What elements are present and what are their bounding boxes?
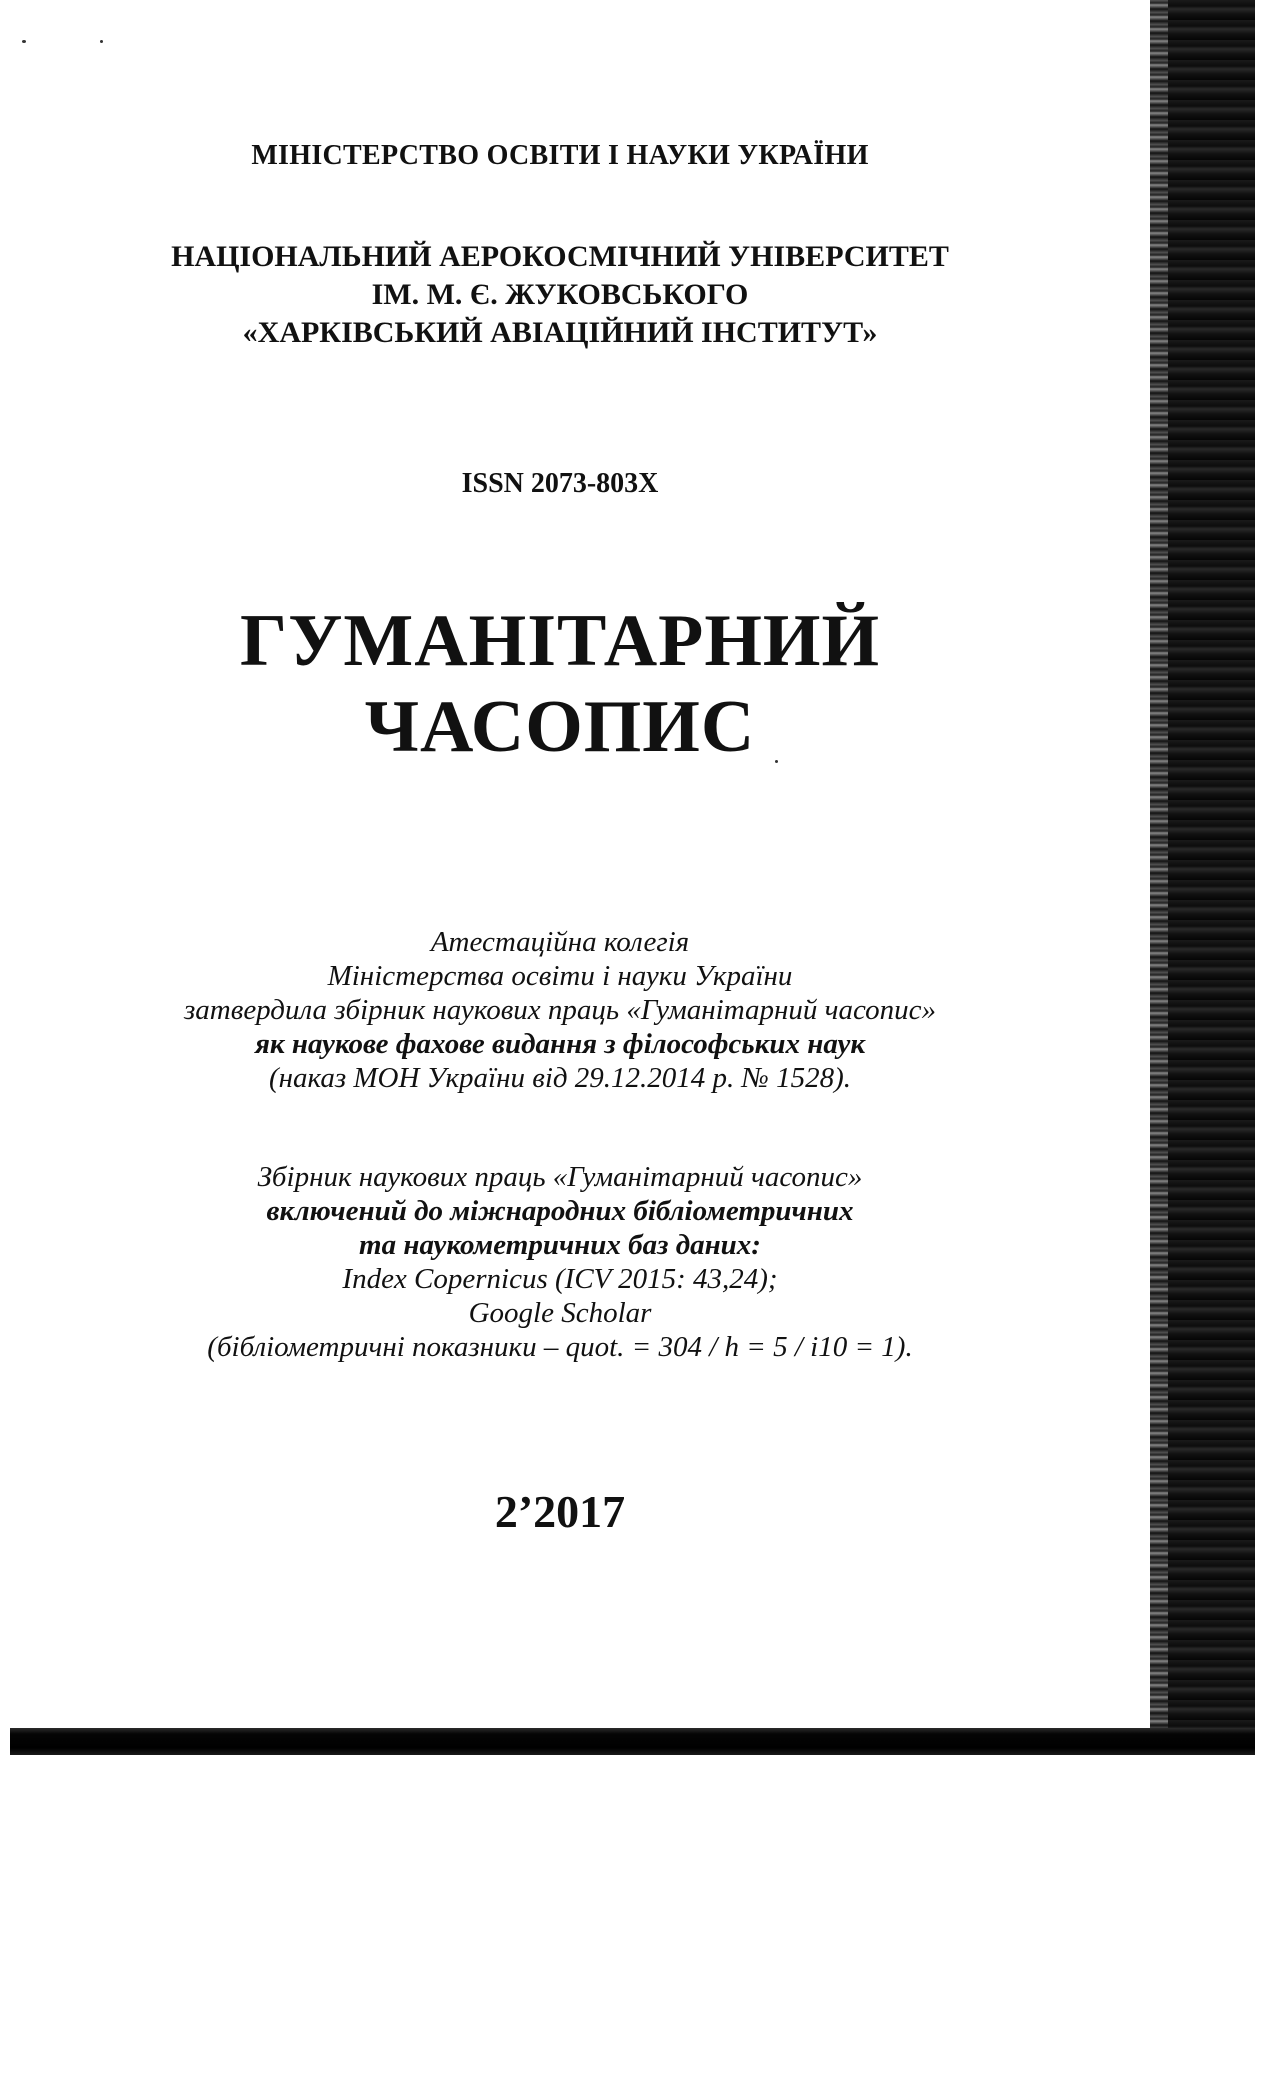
accreditation-line-3: затвердила збірник наукових праць «Гуманітарний часопис» — [183, 994, 937, 1026]
accreditation-line-5: (наказ МОН України від 29.12.2014 р. № 1528). — [268, 1062, 852, 1094]
indexing-line-6: (бібліометричні показники – quot. = 304 / h = 5 / i10 = 1). — [207, 1331, 913, 1363]
indexing-line-2: включений до міжнародних бібліометричних — [266, 1195, 854, 1227]
accreditation-note — [60, 925, 1060, 1095]
journal-title — [60, 598, 1060, 770]
accreditation-line-4: як наукове фахове видання з філософських наук — [254, 1028, 866, 1060]
issn-number: ISSN 2073-803X — [461, 468, 659, 499]
ministry-heading: МІНІСТЕРСТВО ОСВІТИ І НАУКИ УКРАЇНИ — [251, 140, 869, 171]
issue-number: 2’2017 — [494, 1486, 626, 1537]
indexing-line-4: Index Copernicus (ICV 2015: 43,24); — [342, 1263, 778, 1295]
journal-title-line-2: ЧАСОПИС — [364, 686, 756, 768]
indexing-line-3: та наукометричних баз даних: — [359, 1229, 761, 1261]
university-line-2: ІМ. М. Є. ЖУКОВСЬКОГО — [371, 278, 749, 311]
university-line-3: «ХАРКІВСЬКИЙ АВІАЦІЙНИЙ ІНСТИТУТ» — [242, 316, 878, 349]
university-line-1: НАЦІОНАЛЬНИЙ АЕРОКОСМІЧНИЙ УНІВЕРСИТЕТ — [171, 240, 949, 273]
indexing-note — [60, 1160, 1060, 1364]
journal-title-line-1: ГУМАНІТАРНИЙ — [239, 600, 881, 682]
scan-speck — [100, 40, 103, 43]
university-heading — [60, 238, 1060, 352]
indexing-line-5: Google Scholar — [468, 1297, 652, 1329]
accreditation-line-2: Міністерства освіти і науки України — [327, 960, 793, 992]
indexing-line-1: Збірник наукових праць «Гуманітарний часопис» — [257, 1161, 863, 1193]
scan-edge-right — [1150, 0, 1255, 1755]
scan-speck — [22, 40, 26, 43]
scan-edge-bottom — [10, 1728, 1255, 1755]
accreditation-line-1: Атестаційна колегія — [430, 926, 690, 958]
